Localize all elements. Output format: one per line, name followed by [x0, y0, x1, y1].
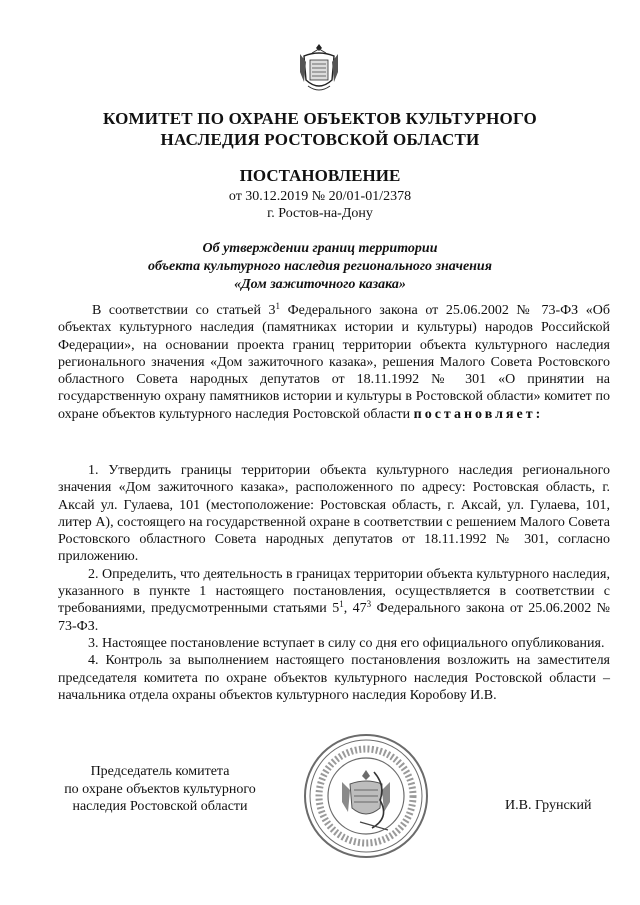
preamble-superscript: 1 — [275, 301, 281, 311]
signatory-position — [40, 763, 280, 816]
resolution-items — [58, 462, 610, 704]
item-3: 3. Настоящее постановление вступает в силу со дня его официального опубликования. — [88, 635, 605, 651]
item-2-text-1: 2. Определить, что деятельность в границах территории объекта культурного наследия, указанного в пункте 1 настоящего постановления, осуществляется в соответствии с требованиями, предусмотренными статьями 5 — [58, 566, 610, 617]
position-line-3: наследия Ростовской области — [72, 799, 248, 814]
document-meta — [0, 188, 640, 222]
resolves-word: постановляет: — [413, 406, 544, 422]
official-seal-icon — [302, 732, 430, 860]
item-2 — [58, 566, 610, 635]
subject-line-2: объекта культурного наследия регионального значения — [148, 259, 492, 274]
position-line-2: по охране объектов культурного — [64, 781, 256, 797]
document-city: г. Ростов-на-Дону — [267, 206, 373, 221]
item-1: 1. Утвердить границы территории объекта культурного наследия регионального значения «Дом зажиточного казака», расположенного по адресу: Ростовская область, г. Аксай ул. Гулаева, 101 (местоположение: Ростовская область, г. Аксай, ул. Гулаева, 101, литер А), состоящего на государственной охране в соответствии с решением Малого Совета Ростовского областного Совета народных депутатов от 18.11.1992 № 301, согласно приложению. — [58, 463, 610, 565]
document-subject — [0, 240, 640, 294]
preamble-paragraph — [58, 302, 610, 423]
item-2-superscript-1: 1 — [339, 599, 344, 610]
subject-line-3: «Дом зажиточного казака» — [234, 277, 406, 292]
item-2-text-3: Федерального закона от 25.06.2002 № 73-ФЗ. — [58, 601, 611, 634]
subject-line-1: Об утверждении границ территории — [202, 241, 438, 256]
org-line-1: КОМИТЕТ ПО ОХРАНЕ ОБЪЕКТОВ КУЛЬТУРНОГО — [103, 109, 537, 128]
item-2-text-2: , 47 — [343, 601, 367, 617]
preamble — [58, 302, 610, 423]
preamble-text-2: Федерального закона от 25.06.2002 № 73-ФЗ «Об объектах культурного наследия (памятниках истории и культуры) народов Российской Федерации», на основании проекта границ территории объекта культурного наследия регионального значения «Дом зажиточного казака», решения Малого Совета Ростовского областного Совета народных депутатов от 18.11.1992 № 301 «О принятии на государственную охрану памятников истории и культуры в Ростовской области» комитет по охране объектов культурного наследия Ростовской области — [58, 303, 610, 422]
coat-of-arms-icon — [298, 42, 340, 94]
document-type: ПОСТАНОВЛЕНИЕ — [239, 166, 401, 185]
org-line-2: НАСЛЕДИЯ РОСТОВСКОЙ ОБЛАСТИ — [160, 130, 480, 149]
item-4: 4. Контроль за выполнением настоящего постановления возложить на заместителя председателя комитета по охране объектов культурного наследия Ростовской области – начальника отдела охраны объектов культурного наследия Коробову И.В. — [58, 653, 610, 703]
document-date-number: от 30.12.2019 № 20/01-01/2378 — [228, 189, 412, 204]
item-2-superscript-2: 3 — [366, 599, 372, 610]
organization-name — [0, 108, 640, 150]
signatory-name: И.В. Грунский — [505, 798, 592, 813]
preamble-text-1: В соответствии со статьей 3 — [92, 303, 276, 318]
position-line-1: Председатель комитета — [90, 764, 230, 779]
